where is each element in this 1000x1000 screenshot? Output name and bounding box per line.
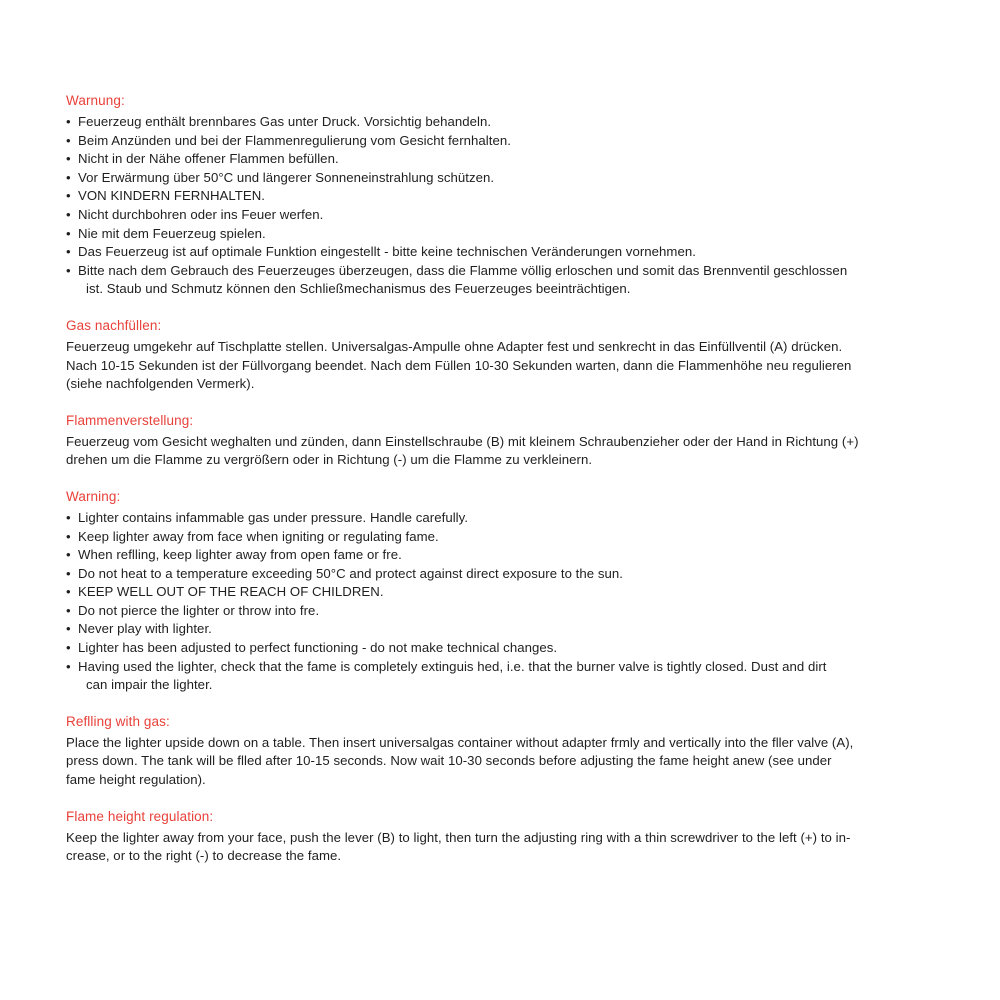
section-heading: Flame height regulation: (66, 808, 214, 824)
paragraph-line: drehen um die Flamme zu vergrößern oder in Richtung (-) um die Flamme zu verkleinern. (66, 452, 593, 468)
paragraph (66, 433, 905, 470)
list-item: • Keep lighter away from face when igniting or regulating fame. (66, 528, 905, 547)
section-flame-height-regulation (66, 808, 905, 866)
paragraph-line: Feuerzeug umgekehr auf Tischplatte stellen. Universalgas-Ampulle ohne Adapter fest und senkrecht in das Einfüllventil (A) drücken. (66, 338, 843, 354)
section-heading: Gas nachfüllen: (66, 317, 162, 333)
list-item: • Vor Erwärmung über 50°C und längerer Sonneneinstrahlung schützen. (66, 169, 905, 188)
paragraph-line: (siehe nachfolgenden Vermerk). (66, 376, 255, 392)
paragraph-line: fame height regulation). (66, 772, 206, 788)
list-item-continuation: can impair the lighter. (86, 677, 213, 693)
section-warning-en (66, 488, 905, 695)
list-item: • When reflling, keep lighter away from open fame or fre. (66, 546, 905, 565)
section-warnung-de (66, 92, 905, 299)
section-gas-nachfuellen (66, 317, 905, 394)
list-item: • Das Feuerzeug ist auf optimale Funktion eingestellt - bitte keine technischen Veränderungen vornehmen. (66, 243, 905, 262)
list-item: • KEEP WELL OUT OF THE REACH OF CHILDREN. (66, 583, 905, 602)
section-heading: Warning: (66, 488, 121, 504)
paragraph-line: Feuerzeug vom Gesicht weghalten und zünden, dann Einstellschraube (B) mit kleinem Schraubenzieher oder der Hand in Richtung (+) (66, 433, 859, 449)
section-flammenverstellung (66, 412, 905, 470)
list-item: • Never play with lighter. (66, 620, 905, 639)
section-heading: Warnung: (66, 93, 125, 108)
list-item-text: Having used the lighter, check that the fame is completely extinguis hed, i.e. that the burner valve is tightly closed. Dust and dirt (78, 658, 827, 674)
list-item: • Lighter has been adjusted to perfect functioning - do not make technical changes. (66, 639, 905, 658)
list-item: • Nicht durchbohren oder ins Feuer werfen. (66, 206, 905, 225)
section-reflling-with-gas (66, 713, 905, 790)
section-heading: Flammenverstellung: (66, 412, 194, 428)
list-item (66, 262, 905, 299)
warning-de-list (66, 113, 905, 299)
list-item: • Nicht in der Nähe offener Flammen befüllen. (66, 150, 905, 169)
list-item: • Feuerzeug enthält brennbares Gas unter Druck. Vorsichtig behandeln. (66, 113, 905, 132)
list-item: • Beim Anzünden und bei der Flammenregulierung vom Gesicht fernhalten. (66, 132, 905, 151)
paragraph-line: Place the lighter upside down on a table. Then insert universalgas container without adapter frmly and vertically into the fller valve (A), (66, 734, 854, 750)
paragraph-line: press down. The tank will be flled after 10-15 seconds. Now wait 10-30 seconds before adjusting the fame height anew (see under (66, 753, 832, 769)
paragraph (66, 338, 905, 394)
list-item-continuation: ist. Staub und Schmutz können den Schließmechanismus des Feuerzeuges beeinträchtigen. (86, 281, 631, 297)
list-item-text: Bitte nach dem Gebrauch des Feuerzeuges überzeugen, dass die Flamme völlig erloschen und somit das Brennventil geschlossen (78, 262, 848, 278)
paragraph-line: Nach 10-15 Sekunden ist der Füllvorgang beendet. Nach dem Füllen 10-30 Sekunden warten, dann die Flammenhöhe neu regulieren (66, 357, 852, 373)
paragraph-line: crease, or to the right (-) to decrease the fame. (66, 848, 342, 864)
list-item: • VON KINDERN FERNHALTEN. (66, 187, 905, 206)
list-item: • Lighter contains infammable gas under pressure. Handle carefully. (66, 509, 905, 528)
paragraph (66, 734, 905, 790)
warning-en-list (66, 509, 905, 695)
list-item: • Do not pierce the lighter or throw into fre. (66, 602, 905, 621)
list-item: • Nie mit dem Feuerzeug spielen. (66, 225, 905, 244)
list-item (66, 658, 905, 695)
paragraph (66, 829, 905, 866)
list-item: • Do not heat to a temperature exceeding 50°C and protect against direct exposure to the sun. (66, 565, 905, 584)
section-heading: Reflling with gas: (66, 713, 170, 729)
paragraph-line: Keep the lighter away from your face, push the lever (B) to light, then turn the adjusting ring with a thin screwdriver to the left (+) to in- (66, 829, 851, 845)
